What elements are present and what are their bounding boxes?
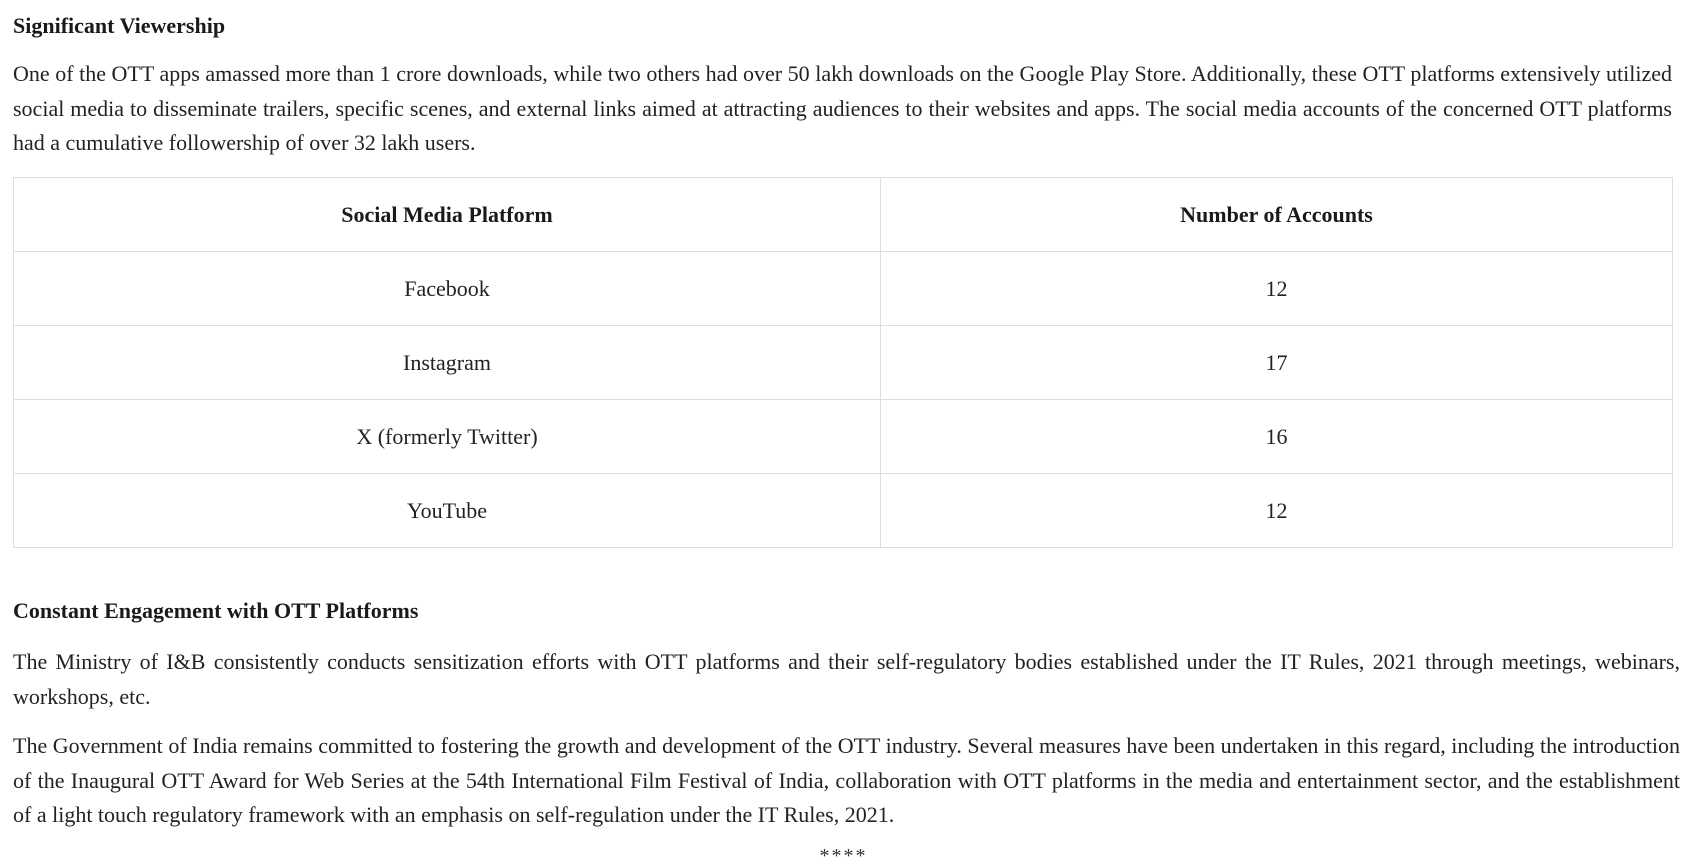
platform-cell: YouTube	[14, 474, 881, 548]
engagement-paragraph-2: The Government of India remains committed to fostering the growth and development of the OTT industry. Several measures have been undertaken in this regard, including the introduction of the Inaugural OTT Award for Web Series at the 54th International Film Festival of India, collaboration with OTT platforms in the media and entertainment sector, and the establishment of a light touch regulatory framework with an emphasis on self-regulation under the IT Rules, 2021.	[13, 733, 1680, 827]
table-header-row	[14, 178, 1673, 252]
column-header-platform: Social Media Platform	[14, 178, 881, 252]
platform-cell: X (formerly Twitter)	[14, 400, 881, 474]
social-media-table-container	[13, 177, 1672, 548]
column-header-accounts: Number of Accounts	[881, 178, 1673, 252]
platform-cell: Instagram	[14, 326, 881, 400]
section-heading-engagement: Constant Engagement with OTT Platforms	[13, 598, 419, 623]
accounts-cell: 16	[881, 400, 1673, 474]
end-separator: ****	[819, 845, 868, 867]
engagement-paragraph-1: The Ministry of I&B consistently conducts sensitization efforts with OTT platforms and their self-regulatory bodies established under the IT Rules, 2021 through meetings, webinars, workshops, etc.	[13, 649, 1680, 709]
viewership-paragraph: One of the OTT apps amassed more than 1 crore downloads, while two others had over 50 lakh downloads on the Google Play Store. Additionally, these OTT platforms extensively utilized social media to disseminate trailers, specific scenes, and external links aimed at attracting audiences to their websites and apps. The social media accounts of the concerned OTT platforms had a cumulative followership of over 32 lakh users.	[13, 61, 1672, 155]
table-row	[14, 474, 1673, 548]
section-heading-viewership: Significant Viewership	[13, 13, 226, 38]
table-row	[14, 252, 1673, 326]
table-row	[14, 326, 1673, 400]
platform-cell: Facebook	[14, 252, 881, 326]
table-row	[14, 400, 1673, 474]
accounts-cell: 12	[881, 252, 1673, 326]
accounts-cell: 12	[881, 474, 1673, 548]
accounts-cell: 17	[881, 326, 1673, 400]
social-media-accounts-table	[13, 177, 1673, 548]
